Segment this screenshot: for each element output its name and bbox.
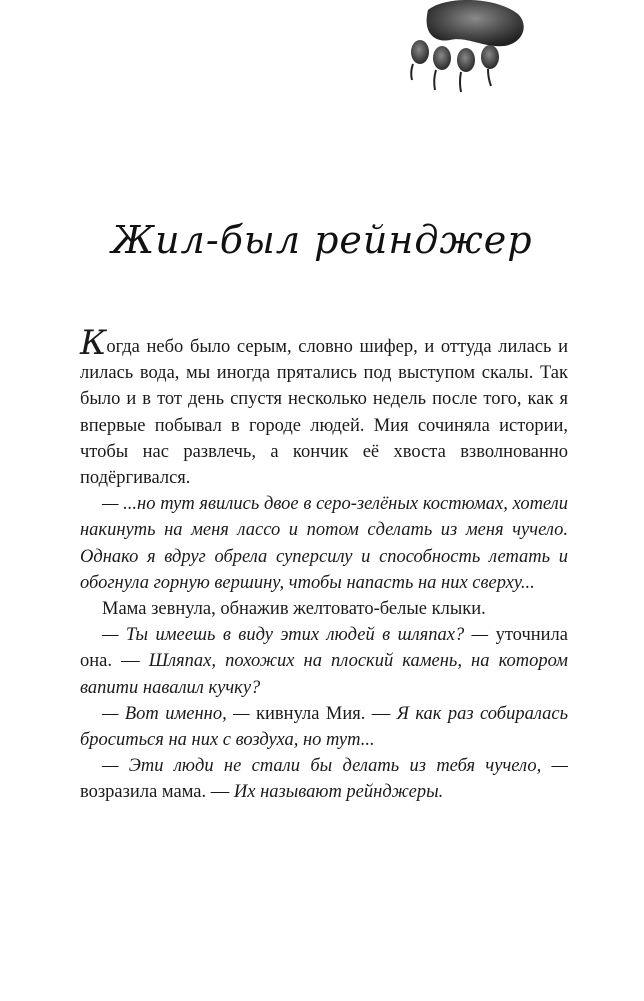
paragraph [80,323,568,491]
drop-cap: К [80,323,107,363]
dialogue-segment: — Вот именно, — [102,703,257,724]
narration-segment: огда небо было серым, словно шифер, и оттуда лилась и лилась вода, мы иногда прятались под выступом скалы. Так было и в тот день спустя несколько недель после того, как я впервые побывал в городе людей. Мия сочиняла истории, чтобы нас развлечь, а кончик её хвоста взволнованно подёргивался. [80,337,568,489]
dialogue-segment: — Эти люди не стали бы делать из тебя чучело, — [102,756,568,777]
dialogue-segment: Шляпах, похожих на плоский камень, на котором вапити навалил кучку? [80,651,568,698]
narration-segment: кивнула Мия. — [256,703,397,724]
paragraph [80,701,568,753]
narration-segment: уточнила она. — [80,625,568,672]
dialogue-segment: Я как раз собиралась броситься на них с воздуха, но тут... [80,703,568,751]
paragraph [80,596,568,622]
dialogue-segment: — ...но тут явились двое в серо-зелёных костюмах, хотели накинуть на меня лассо и потом сделать из меня чучело. Однако я вдруг обрела суперсилу и способность летать и обогнула горную вершину, чтобы напасть на них сверху... [80,494,568,593]
narration-segment: Мама зевнула, обнажив желтовато-белые клыки. [102,599,486,620]
paw-print-icon [400,0,530,105]
paragraph [80,622,568,701]
narration-segment: возразила мама. — [80,782,234,803]
body-text [80,323,568,806]
paragraph [80,491,568,596]
dialogue-segment: — Ты имеешь в виду этих людей в шляпах? — [102,625,496,646]
dialogue-segment: Их называют рейнджеры. [233,782,444,803]
paragraph [80,753,568,805]
chapter-title: Жил-был рейнджер [111,218,533,262]
